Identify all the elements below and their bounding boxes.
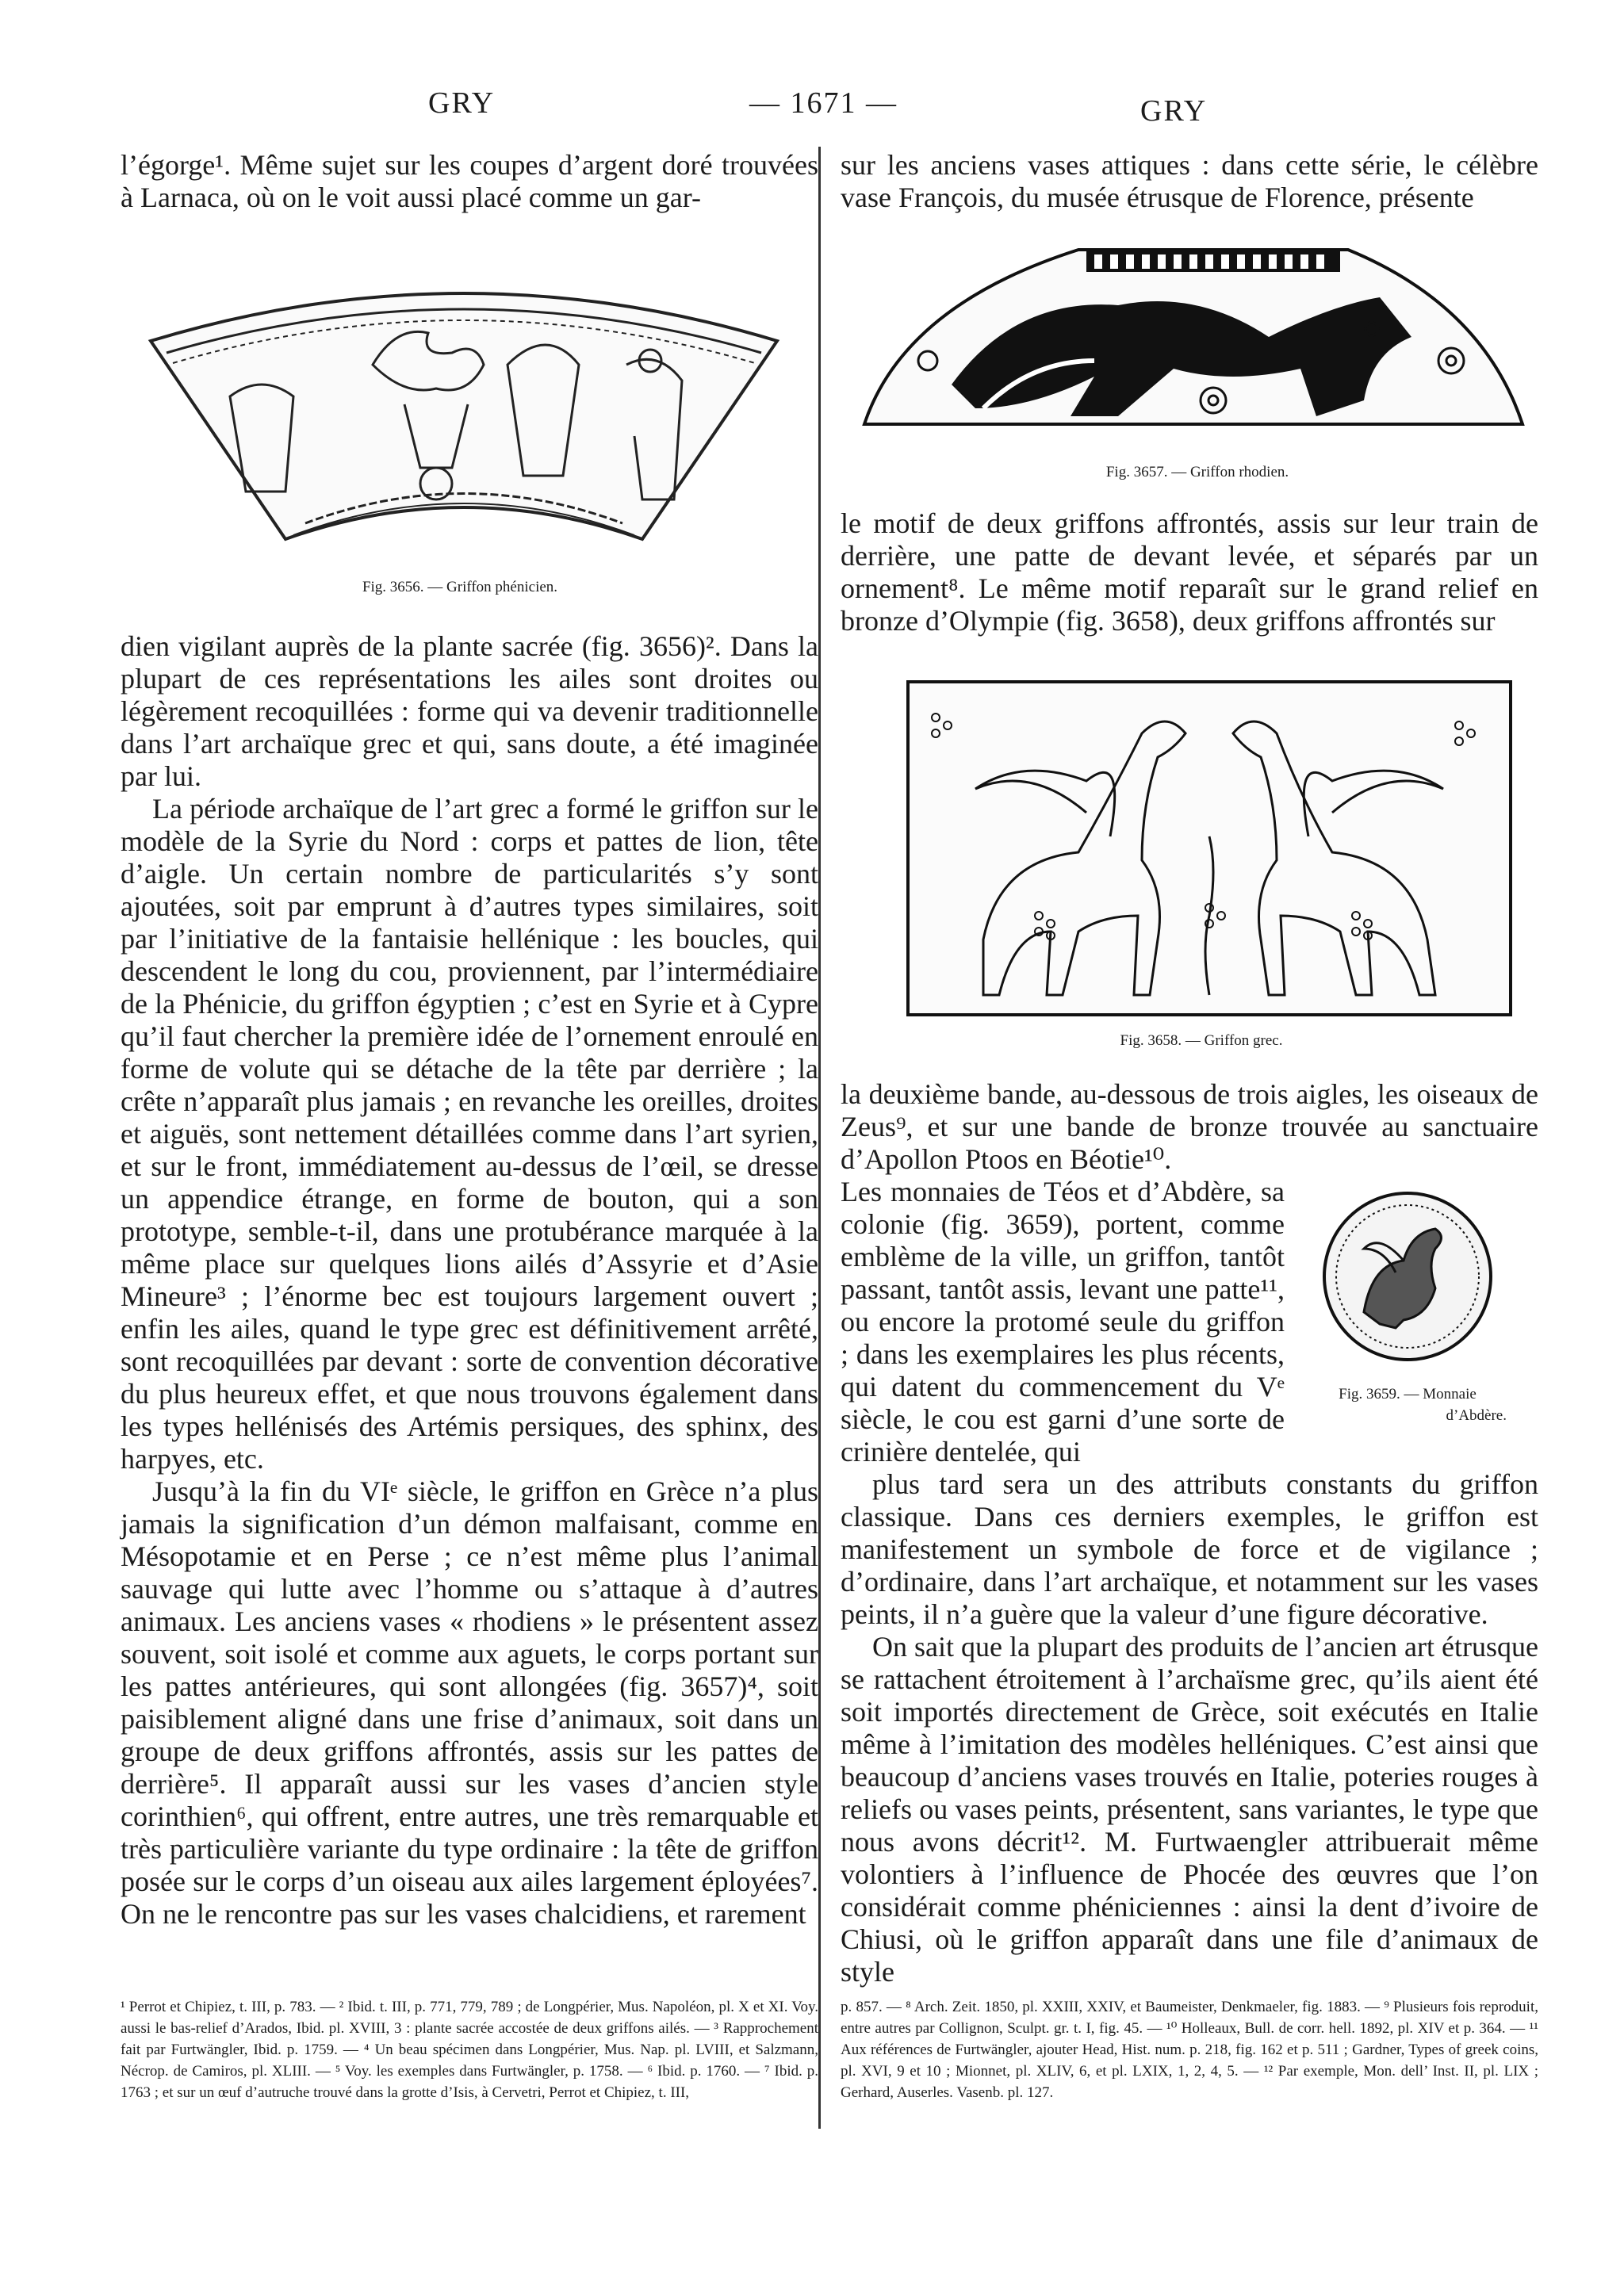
figure-3656-griffon-phenicien <box>135 277 793 587</box>
paragraph: sur les anciens vases attiques : dans cette série, le célèbre vase François, du musée étrusque de Florence, présente <box>841 149 1538 213</box>
paragraph: dien vigilant auprès de la plante sacrée (fig. 3656)². Dans la plupart de ces représentations les ailes sont droites ou légèrement recoquillées : forme qui va devenir traditionnelle dans l’art archaïque grec et qui, sans doute, a été imaginée par lui. <box>121 630 818 792</box>
paragraph: Les monnaies de Téos et d’Abdère, sa colonie (fig. 3659), portent, comme emblème de la ville, un griffon, tantôt passant, tantôt assis, levant une patte¹¹, ou encore la protomé seule du griffon ; dans les exemplaires les plus récents, qui datent du commencement du Vᵉ siècle, le cou est garni d’une sorte de crinière dentelée, qui <box>841 1176 1285 1468</box>
running-head-left: GRY <box>428 86 496 120</box>
paragraph: Jusqu’à la fin du VIᵉ siècle, le griffon en Grèce n’a plus jamais la signification d’un démon malfaisant, comme en Mésopotamie et en Perse ; ce n’est même plus l’animal sauvage qui lutte avec l’homme ou s’attaque à d’autres animaux. Les anciens vases « rhodiens » le présentent assez souvent, soit isolé et comme aux aguets, le corps portant sur les pattes antérieures, qui sont allongées (fig. 3657)⁴, soit paisiblement aligné dans une frise d’animaux, soit dans un groupe de deux griffons affrontés, assis sur les pattes de derrière⁵. Il apparaît aussi sur les vases d’ancien style corinthien⁶, qui offrent, entre autres, une très remarquable et très particulière variante du type ordinaire : la tête de griffon posée sur le corps d’un oiseau aux ailes largement éployées⁷. On ne le rencontre pas sur les vases chalcidiens, et rarement <box>121 1475 818 1930</box>
right-column-lower <box>841 1078 1538 1176</box>
figure-3659-caption-line2: d’Abdère. <box>1446 1407 1507 1424</box>
figure-3659-caption-line1: Fig. 3659. — Monnaie <box>1339 1386 1477 1402</box>
figure-3657-caption: Fig. 3657. — Griffon rhodien. <box>1105 464 1289 480</box>
left-footnotes: ¹ Perrot et Chipiez, t. III, p. 783. — ² Ibid. t. III, p. 771, 779, 789 ; de Longpérier, Mus. Napoléon, pl. X et XI. Voy. aussi le bas-relief d’Arados, Ibid. pl. XVIII, 3 : plante sacrée accostée de deux griffons ailés. — ³ Rapprochement fait par Furtwängler, Ibid. p. 1759. — ⁴ Un beau spécimen dans Longpérier, Mus. Nap. pl. LVIII, et Salzmann, Nécrop. de Camiros, pl. XLIII. — ⁵ Voy. les exemples dans Furtwängler, p. 1758. — ⁶ Ibid. p. 1760. — ⁷ Ibid. p. 1763 ; et sur un œuf d’autruche trouvé dans la grotte d’Isis, à Cervetri, Perrot et Chipiez, t. III, <box>121 1999 818 2101</box>
paragraph: La période archaïque de l’art grec a formé le griffon sur le modèle de la Syrie du Nord : corps et pattes de lion, tête d’aigle. Un certain nombre de particularités s’y sont ajoutées, soit par emprunt à d’autres types similaires, soit par l’initiative de la fantaisie hellénique : les boucles, qui descendent le long du cou, proviennent, par l’intermédiaire de la Phénicie, du griffon égyptien ; c’est en Syrie et à Cypre qu’il faut chercher la première idée de l’ornement enroulé en forme de volute qui se détache de la tête par derrière ; la crête n’apparaît plus jamais ; en revanche les oreilles, droites et aiguës, sont nettement détaillées comme dans l’art syrien, et sur le front, immédiatement au-dessus de l’œil, se dresse un appendice étrange, en forme de bouton, qui a son prototype, semble-t-il, dans une protubérance marquée à la même place sur quelques lions ailés d’Assyrie et d’Asie Mineure³ ; l’énorme bec est toujours largement ouvert ; enfin les ailes, quand le type grec est définitivement arrêté, sont recoquillées par devant : sorte de convention décorative du plus heureux effet, et que nous trouvons également dans les types hellénisés des Artémis persiques, des sphinx, des harpyes, etc. <box>121 793 818 1475</box>
figure-3656-caption: Fig. 3656. — Griffon phénicien. <box>362 579 558 595</box>
left-column-body <box>121 630 818 1931</box>
paragraph: plus tard sera un des attributs constants du griffon classique. Dans ces derniers exemples, le griffon est manifestement un symbole de force et de vigilance ; d’ordinaire, dans l’art archaïque, et notamment sur les vases peints, il n’a guère que la valeur d’une figure décorative. <box>841 1468 1538 1630</box>
paragraph: le motif de deux griffons affrontés, assis sur leur train de derrière, une patte de devant levée, et séparés par un ornement⁸. Le même motif reparaît sur le grand relief en bronze d’Olympie (fig. 3658), deux griffons affrontés sur <box>841 507 1538 637</box>
right-footnotes: p. 857. — ⁸ Arch. Zeit. 1850, pl. XXIII, XXIV, et Baumeister, Denkmaeler, fig. 1883. — ⁹ Plusieurs fois reproduit, entre autres par Collignon, Sculpt. gr. t. I, fig. 45. — ¹⁰ Holleaux, Bull. de corr. hell. 1892, pl. XIV et p. 364. — ¹¹ Aux références de Furtwängler, ajouter Head, Hist. num. p. 218, fig. 162 et p. 511 ; Gardner, Types of greek coins, pl. XVI, 9 et 10 ; Mionnet, pl. XLIV, 6, et pl. LXIX, 1, 2, 4, 5. — ¹² Par exemple, Mon. dell’ Inst. II, pl. LIX ; Gerhard, Auserles. Vasenb. pl. 127. <box>841 1999 1538 2101</box>
running-head-right: GRY <box>1140 94 1208 128</box>
right-column-middle <box>841 507 1538 637</box>
paragraph: l’égorge¹. Même sujet sur les coupes d’argent doré trouvées à Larnaca, où on le voit aussi placé comme un gar- <box>121 149 818 213</box>
left-column-top <box>121 149 818 214</box>
figure-3659-monnaie-abdere <box>1316 1185 1499 1368</box>
right-column-bottom <box>841 1468 1538 1988</box>
right-column-top <box>841 149 1538 214</box>
figure-3657-griffon-rhodien <box>856 242 1530 448</box>
page-number: — 1671 — <box>749 86 898 120</box>
paragraph: On sait que la plupart des produits de l’ancien art étrusque se rattachent étroitement à l’archaïsme grec, qu’ils aient été soit importés directement de Grèce, soit exécutés en Italie même à l’imitation des modèles helléniques. C’est ainsi que beaucoup d’anciens vases trouvés en Italie, poteries rouges à reliefs ou vases peints, présentent, sans variantes, le type que nous avons décrit¹². M. Furtwaengler attribuerait même volontiers à l’influence de Phocée des œuvres que l’on considérait comme phéniciennes : ainsi la dent d’ivoire de Chiusi, où le griffon apparaît dans une file d’animaux de style <box>841 1631 1538 1988</box>
right-column-wrapped <box>841 1176 1285 1468</box>
figure-3658-caption: Fig. 3658. — Griffon grec. <box>1120 1032 1283 1049</box>
paragraph: la deuxième bande, au-dessous de trois aigles, les oiseaux de Zeus⁹, et sur une bande de bronze trouvée au sanctuaire d’Apollon Ptoos en Béotie¹⁰. <box>841 1078 1538 1175</box>
column-divider <box>818 147 821 2129</box>
figure-3658-griffon-grec <box>904 678 1515 1019</box>
